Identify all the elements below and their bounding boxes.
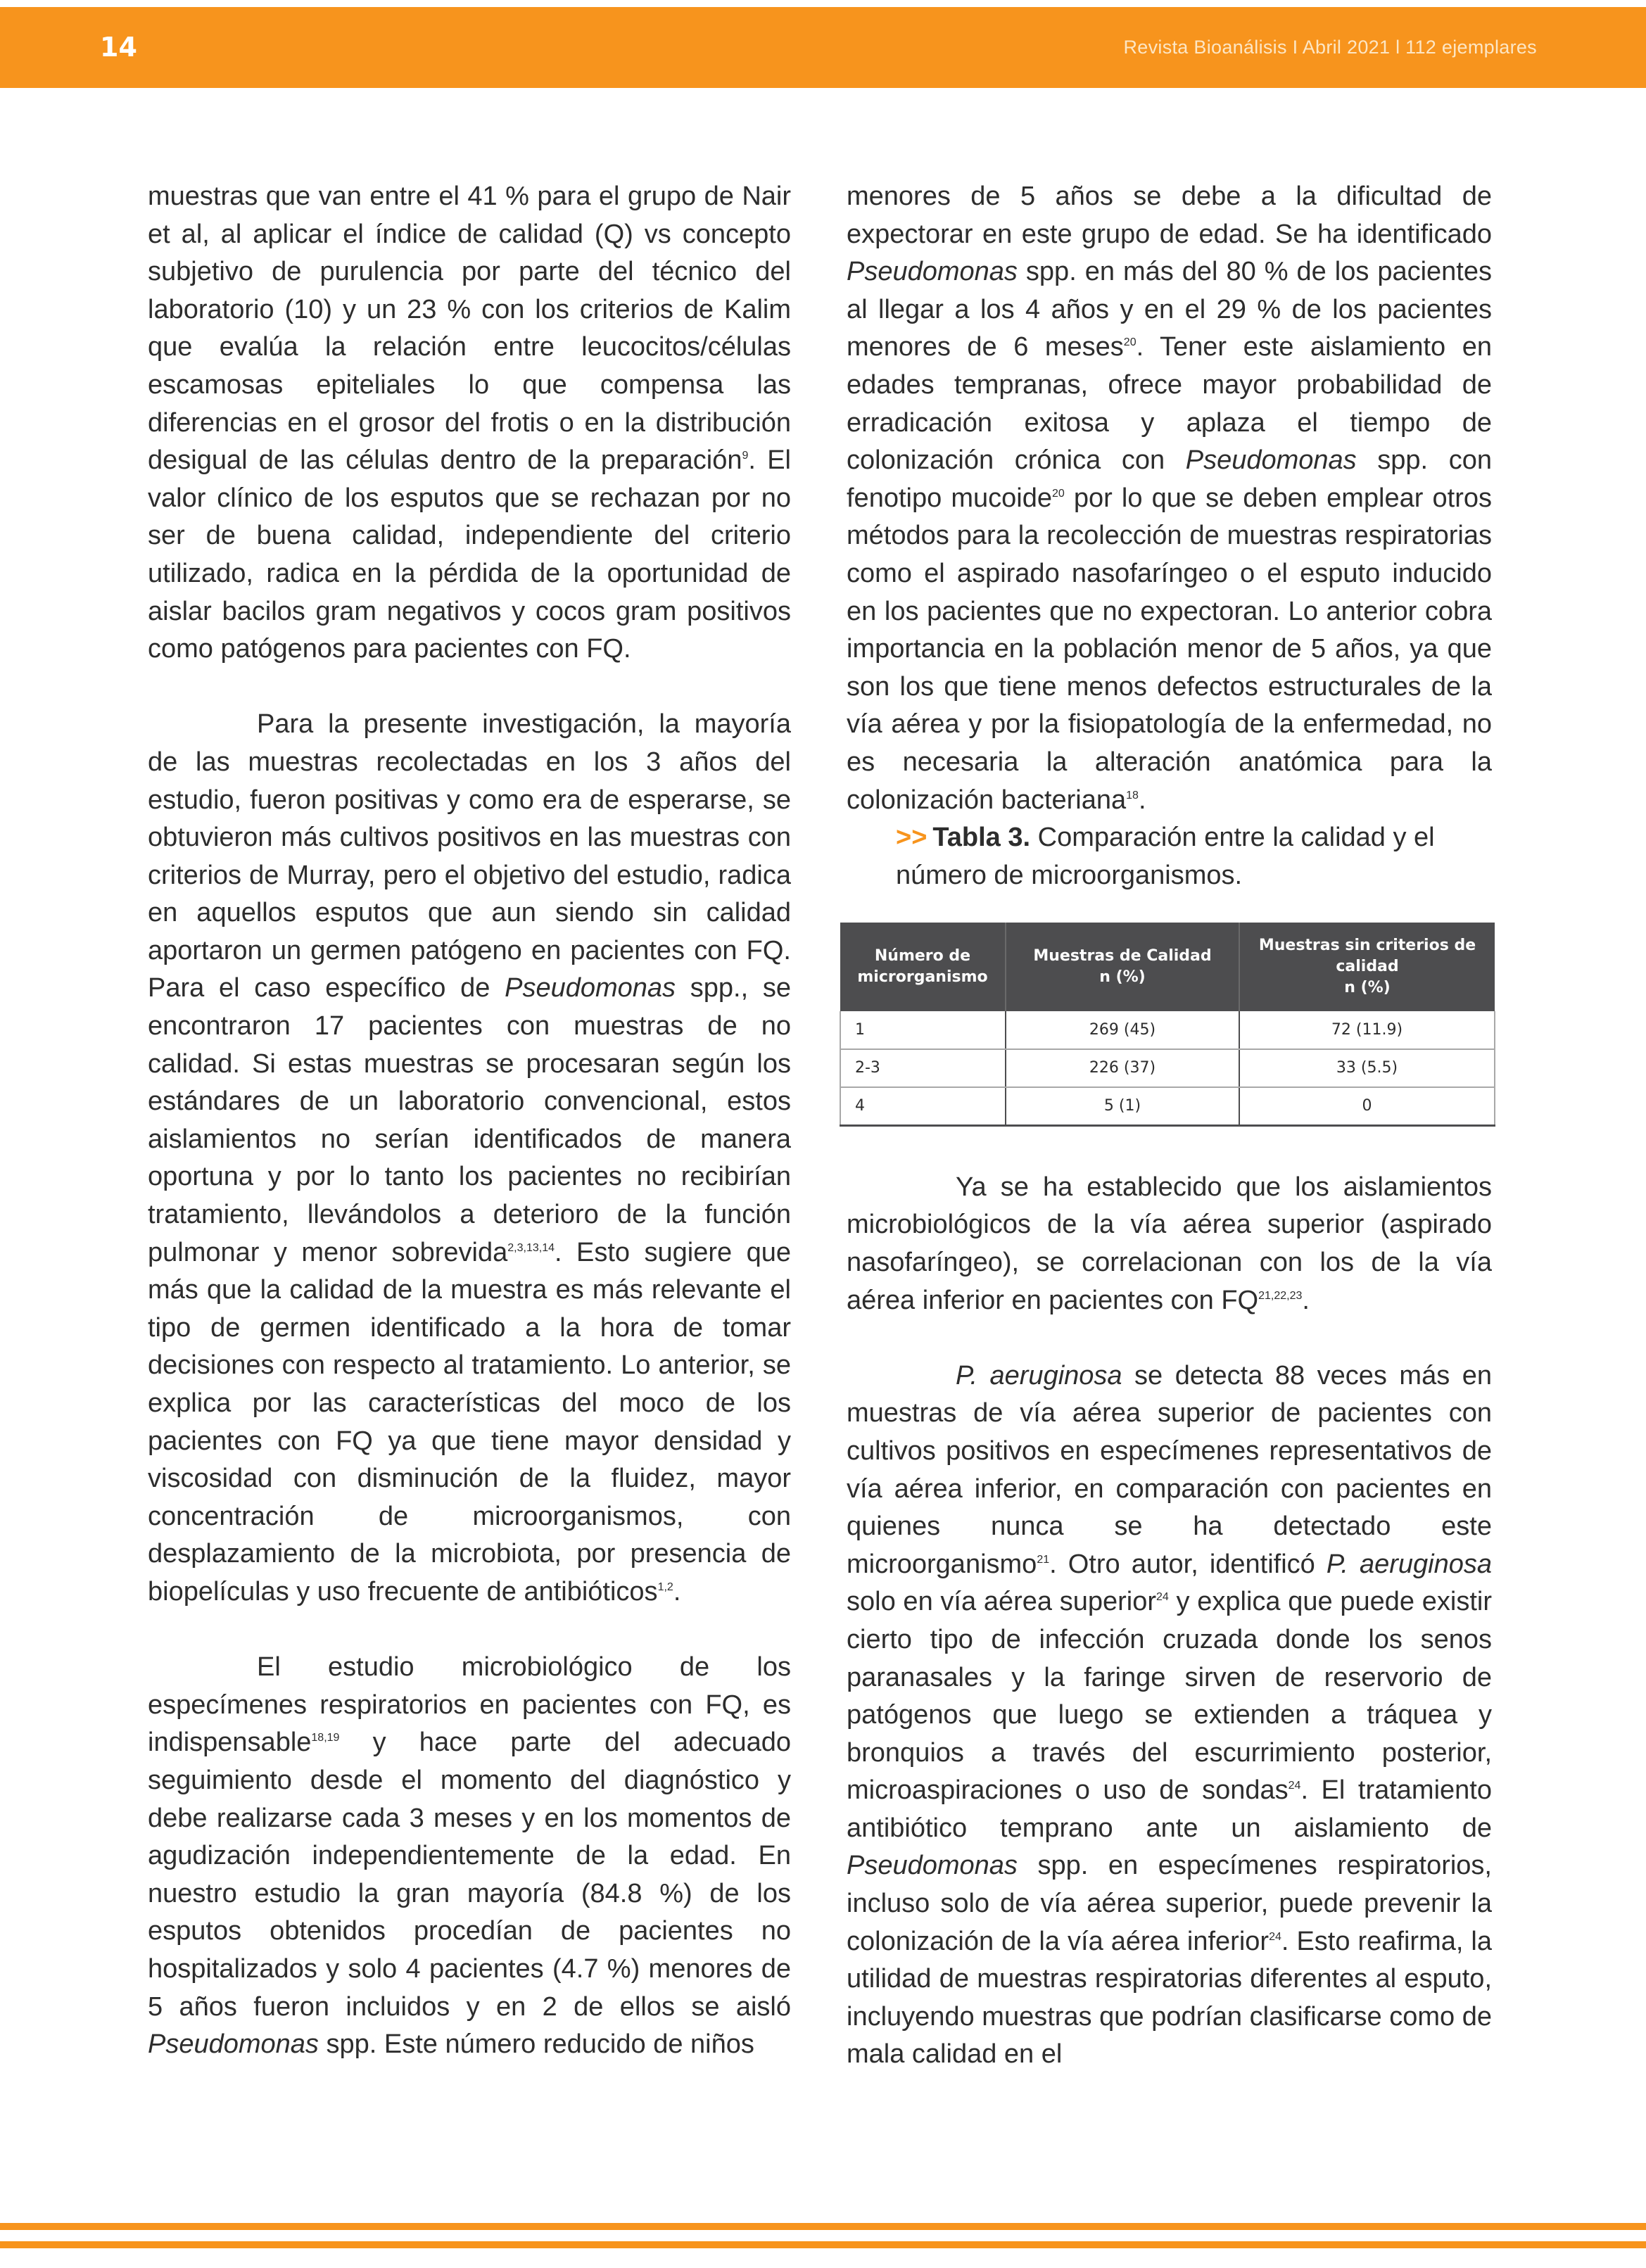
right-paragraph-2: Ya se ha establecido que los aislamientos microbiológicos de la vía aérea superior (aspirado nasofaríngeo), se correlacionan con los de la vía aérea inferior en pacientes con FQ$^{21,22,23}$. [847,1172,1492,1315]
table-cell: 226 (37) [1006,1049,1239,1087]
table-label: Tabla 3. [932,823,1031,853]
citation: 21 [1037,1553,1050,1566]
table-cell: 269 (45) [1006,1011,1239,1049]
table-cell: 1 [840,1011,1006,1049]
table-cell: 4 [840,1087,1006,1125]
right-paragraph-1: menores de 5 años se debe a la dificultad de expectorar en este grupo de edad. Se ha identificado Pseudomonas spp. en más del 80 % de los pacientes al llegar a los 4 años y en el 29 % de los pacientes menores de 6 meses$^{20}$. Tener este aislamiento en edades tempranas, ofrece mayor probabilidad de erradicación exitosa y aplaza el tiempo de colonización crónica con Pseudomonas spp. con fenotipo mucoide$^{20}$ por lo que se deben emplear otros métodos para la recolección de muestras respiratorias como el aspirado nasofaríngeo o el esputo inducido en los pacientes que no expectoran. Lo anterior cobra importancia en la población menor de 5 años, ya que son los que tiene menos defectos estructurales de la vía aérea y por la fisiopatología de la enfermedad, no es necesaria la alteración anatómica para la colonización bacteriana$^{18}$. [847,182,1492,815]
table-row [840,1087,1495,1125]
citation: 24 [1156,1591,1169,1604]
footer-rule [0,2223,1646,2230]
page-number: 14 [100,32,137,63]
left-paragraph-2: Para la presente investigación, la mayoría de las muestras recolectadas en los 3 años del estudio, fueron positivas y como era de esperarse, se obtuvieron más cultivos positivos en las muestras con criterios de Murray, pero el objetivo del estudio, radica en aquellos esputos que aun siendo sin calidad aportaron un germen patógeno en pacientes con FQ. Para el caso específico de Pseudomonas spp., se encontraron 17 pacientes con muestras de no calidad. Si estas muestras se procesaran según los estándares de un laboratorio convencional, estos aislamientos no serían identificados de manera oportuna y por lo tanto los pacientes no recibirían tratamiento, llevándolos a deterioro de la función pulmonar y menor sobrevida$^{2,3,13,14}$. Esto sugiere que más que la calidad de la muestra es más relevante el tipo de germen identificado a la hora de tomar decisiones con respecto al tratamiento. Lo anterior, se explica por las características del moco de los pacientes con FQ ya que tiene mayor densidad y viscosidad con disminución de la fluidez, mayor concentración de microorganismos, con desplazamiento de la microbiota, por presencia de biopelículas y uso frecuente de antibióticos$^{1,2}$. [148,709,792,1607]
citation: 20 [1051,487,1065,500]
column-header: Muestras de Calidad n (%) [1006,923,1239,1011]
table-cell: 33 (5.5) [1239,1049,1495,1087]
column-header: Muestras sin criterios de calidad n (%) [1239,923,1495,1011]
footer-rule [0,2241,1646,2248]
table-row [840,1049,1495,1087]
double-chevron-icon: >> [896,823,928,853]
right-paragraph-3: P. aeruginosa se detecta 88 veces más en muestras de vía aérea superior de pacientes con cultivos positivos en especímenes representativos de vía aérea inferior, en comparación con pacientes en quienes nunca se ha detectado este microorganismo$^{21}$. Otro autor, identificó P. aeruginosa solo en vía aérea superior$^{24}$ y explica que puede existir cierto tipo de infección cruzada donde los senos paranasales y la faringe sirven de reservorio de patógenos que luego se extienden a tráquea y bronquios a través del escurrimiento posterior, microaspiraciones o uso de sondas$^{24}$. El tratamiento antibiótico temprano ante un aislamiento de Pseudomonas spp. en especímenes respiratorios, incluso solo de vía aérea superior, puede prevenir la colonización de la vía aérea inferior$^{24}$. Esto reafirma, la utilidad de muestras respiratorias diferentes al esputo, incluyendo muestras que podrían clasificarse como de mala calidad en el [847,1360,1493,2070]
table-cell: 0 [1239,1087,1495,1125]
header-bar [0,7,1646,88]
citation: 20 [1123,336,1137,349]
table-caption: >> Tabla 3. Comparación entre la calidad y el número de microorganismos. [896,823,1435,890]
citation: 18 [1126,789,1139,802]
running-head: Revista Bioanálisis I Abril 2021 l 112 ejemplares [1123,37,1537,58]
citation: 18,19 [311,1732,340,1744]
citation: 24 [1269,1930,1281,1943]
left-paragraph-3: El estudio microbiológico de los especímenes respiratorios en pacientes con FQ, es indispensable$^{18,19}$ y hace parte del adecuado seguimiento desde el momento del diagnóstico y debe realizarse cada 3 meses y en los momentos de agudización independientemente de la edad. En nuestro estudio la gran mayoría (84.8 %) de los esputos obtenidos procedían de pacientes no hospitalizados y solo 4 pacientes (4.7 %) menores de 5 años fueron incluidos y en 2 de ellos se aisló Pseudomonas spp. Este número reducido de niños [148,1652,791,2060]
table-cell: 72 (11.9) [1239,1011,1495,1049]
table-cell: 5 (1) [1006,1087,1239,1125]
left-paragraph-1: muestras que van entre el 41 % para el grupo de Nair et al, al aplicar el índice de calidad (Q) vs concepto subjetivo de purulencia por parte del técnico del laboratorio (10) y un 23 % con los criterios de Kalim que evalúa la relación entre leucocitos/células escamosas epiteliales lo que compensa las diferencias en el grosor del frotis o en la distribución desigual de las células dentro de la preparación$^9$. El valor clínico de los esputos que se rechazan por no ser de buena calidad, independiente del criterio utilizado, radica en la pérdida de la oportunidad de aislar bacilos gram negativos y cocos gram positivos como patógenos para pacientes con FQ. [148,182,791,664]
table-header-row [840,923,1495,1011]
citation: 2,3,13,14 [507,1241,555,1254]
left-column [148,178,791,2064]
right-column [847,178,1492,2074]
table-cell: 2-3 [840,1049,1006,1087]
citation: 1,2 [657,1580,673,1593]
comparison-table [840,923,1495,1127]
citation: 21,22,23 [1258,1289,1303,1302]
column-header: Número de microrganismo [840,923,1006,1011]
citation: 24 [1288,1780,1301,1792]
citation: 9 [742,450,749,462]
table-row [840,1011,1495,1049]
